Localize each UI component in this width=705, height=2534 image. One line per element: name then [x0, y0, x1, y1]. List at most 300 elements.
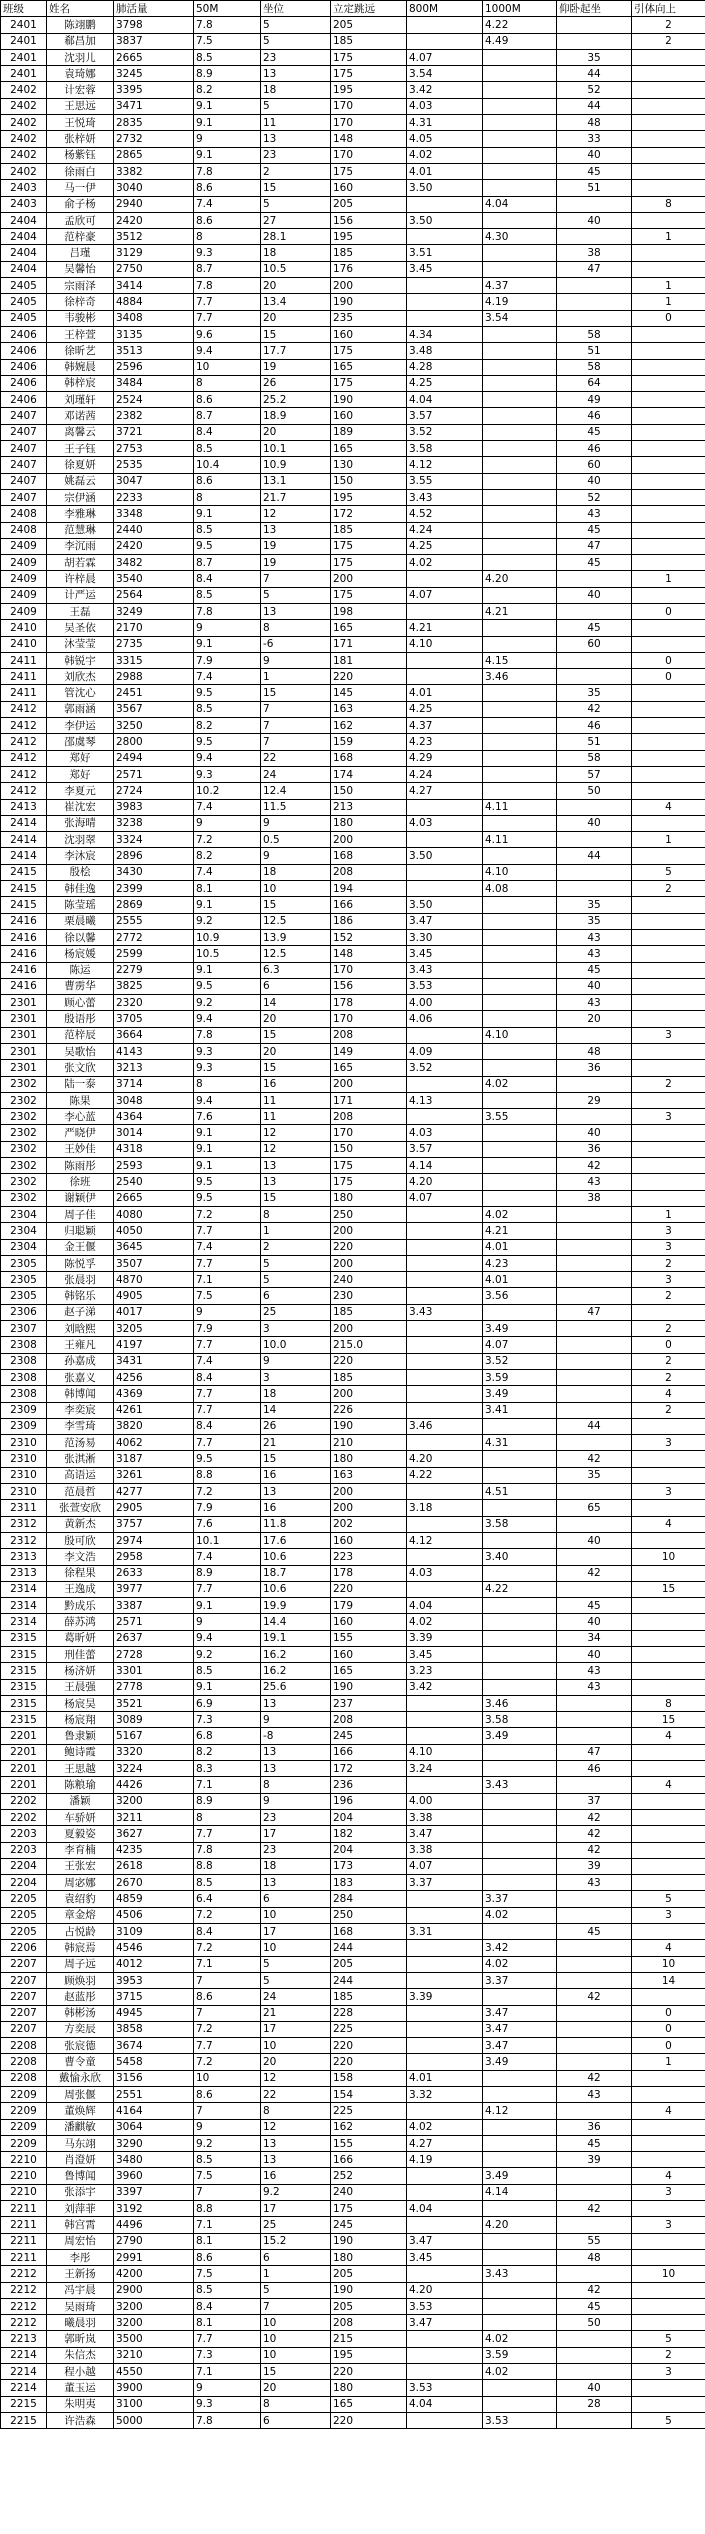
cell-standing-long-jump: 200: [331, 278, 407, 294]
cell-sit-ups: [557, 1027, 632, 1043]
cell-pull-ups: 15: [632, 1712, 705, 1728]
cell-class: 2414: [1, 832, 47, 848]
cell-standing-long-jump: 226: [331, 1402, 407, 1418]
cell-standing-long-jump: 156: [331, 212, 407, 228]
cell-800m: 3.52: [407, 424, 483, 440]
cell-standing-long-jump: 168: [331, 848, 407, 864]
cell-1000m: [483, 587, 557, 603]
cell-50m: 8.5: [194, 2152, 261, 2168]
cell-50m: 6.4: [194, 1891, 261, 1907]
cell-50m: 9.2: [194, 995, 261, 1011]
cell-standing-long-jump: 208: [331, 1712, 407, 1728]
cell-standing-long-jump: 170: [331, 115, 407, 131]
table-row: [1, 1972, 705, 1988]
table-row: [1, 98, 705, 114]
cell-sit-ups: 46: [557, 441, 632, 457]
cell-pull-ups: [632, 587, 705, 603]
cell-sit-and-reach: 24: [261, 1989, 331, 2005]
cell-lung-capacity: 4012: [114, 1956, 194, 1972]
cell-50m: 8.5: [194, 441, 261, 457]
cell-800m: [407, 2103, 483, 2119]
cell-name: 徐班: [47, 1174, 114, 1190]
cell-1000m: [483, 1467, 557, 1483]
cell-800m: 3.38: [407, 1842, 483, 1858]
cell-50m: 9.5: [194, 1190, 261, 1206]
cell-name: 计宏蓉: [47, 82, 114, 98]
cell-lung-capacity: 3664: [114, 1027, 194, 1043]
cell-standing-long-jump: 172: [331, 506, 407, 522]
cell-lung-capacity: 2279: [114, 962, 194, 978]
cell-50m: 8.1: [194, 2315, 261, 2331]
cell-standing-long-jump: 228: [331, 2005, 407, 2021]
cell-800m: 3.43: [407, 1304, 483, 1320]
cell-name: 李夏元: [47, 783, 114, 799]
cell-1000m: 4.22: [483, 1581, 557, 1597]
cell-lung-capacity: 2835: [114, 115, 194, 131]
cell-800m: 3.53: [407, 2380, 483, 2396]
cell-name: 李沐宸: [47, 848, 114, 864]
cell-1000m: [483, 815, 557, 831]
cell-1000m: [483, 766, 557, 782]
cell-1000m: [483, 1418, 557, 1434]
cell-standing-long-jump: 208: [331, 1027, 407, 1043]
cell-sit-and-reach: 5: [261, 196, 331, 212]
cell-sit-ups: 65: [557, 1500, 632, 1516]
cell-sit-and-reach: 20: [261, 1044, 331, 1060]
cell-sit-and-reach: 22: [261, 750, 331, 766]
cell-standing-long-jump: 200: [331, 1223, 407, 1239]
cell-sit-and-reach: 10: [261, 2331, 331, 2347]
cell-pull-ups: [632, 2315, 705, 2331]
cell-pull-ups: [632, 1174, 705, 1190]
table-row: [1, 766, 705, 782]
cell-name: 张淇淅: [47, 1451, 114, 1467]
cell-name: 马东翊: [47, 2135, 114, 2151]
cell-class: 2214: [1, 2347, 47, 2363]
cell-sit-ups: [557, 1777, 632, 1793]
cell-800m: [407, 2217, 483, 2233]
cell-50m: 9.1: [194, 636, 261, 652]
cell-standing-long-jump: 175: [331, 375, 407, 391]
cell-sit-ups: 40: [557, 1532, 632, 1548]
cell-name: 吴馨怡: [47, 261, 114, 277]
cell-50m: 8: [194, 489, 261, 505]
cell-50m: 8.4: [194, 571, 261, 587]
cell-800m: [407, 1223, 483, 1239]
cell-name: 韩佳逸: [47, 881, 114, 897]
cell-1000m: 3.49: [483, 1321, 557, 1337]
cell-pull-ups: [632, 2152, 705, 2168]
table-row: [1, 1174, 705, 1190]
cell-class: 2308: [1, 1386, 47, 1402]
cell-class: 2208: [1, 2038, 47, 2054]
cell-800m: 3.45: [407, 2249, 483, 2265]
table-row: [1, 799, 705, 815]
cell-1000m: 3.49: [483, 2054, 557, 2070]
cell-standing-long-jump: 166: [331, 897, 407, 913]
cell-sit-and-reach: 5: [261, 1255, 331, 1271]
cell-1000m: [483, 1125, 557, 1141]
cell-class: 2409: [1, 587, 47, 603]
cell-pull-ups: [632, 506, 705, 522]
cell-sit-ups: [557, 2331, 632, 2347]
cell-sit-and-reach: 7: [261, 718, 331, 734]
cell-50m: 9: [194, 815, 261, 831]
cell-pull-ups: [632, 913, 705, 929]
cell-50m: 7.1: [194, 2217, 261, 2233]
cell-pull-ups: [632, 701, 705, 717]
cell-sit-and-reach: 18.9: [261, 408, 331, 424]
cell-name: 袁绍豹: [47, 1891, 114, 1907]
table-row: [1, 1337, 705, 1353]
cell-sit-and-reach: 12.4: [261, 783, 331, 799]
cell-50m: 7.7: [194, 310, 261, 326]
table-row: [1, 1614, 705, 1630]
cell-standing-long-jump: 205: [331, 2298, 407, 2314]
cell-sit-and-reach: 3: [261, 1321, 331, 1337]
cell-800m: 3.47: [407, 2233, 483, 2249]
cell-standing-long-jump: 200: [331, 1484, 407, 1500]
cell-800m: 3.51: [407, 245, 483, 261]
cell-lung-capacity: 2896: [114, 848, 194, 864]
header-800m: 800M: [407, 1, 483, 17]
cell-sit-and-reach: 8: [261, 2396, 331, 2412]
cell-lung-capacity: 2555: [114, 913, 194, 929]
cell-lung-capacity: 3484: [114, 375, 194, 391]
cell-sit-and-reach: 13: [261, 1174, 331, 1190]
cell-1000m: [483, 1663, 557, 1679]
cell-lung-capacity: 2665: [114, 1190, 194, 1206]
cell-sit-ups: 38: [557, 1190, 632, 1206]
cell-800m: 3.42: [407, 1679, 483, 1695]
cell-1000m: 4.20: [483, 2217, 557, 2233]
cell-name: 张文欣: [47, 1060, 114, 1076]
cell-name: 刘萍菲: [47, 2201, 114, 2217]
cell-sit-ups: 34: [557, 1630, 632, 1646]
cell-800m: [407, 1109, 483, 1125]
table-row: [1, 1141, 705, 1157]
cell-800m: 3.43: [407, 962, 483, 978]
table-row: [1, 392, 705, 408]
cell-1000m: 4.01: [483, 1272, 557, 1288]
cell-pull-ups: 5: [632, 864, 705, 880]
cell-sit-and-reach: 12: [261, 2119, 331, 2135]
cell-sit-and-reach: 8: [261, 2103, 331, 2119]
cell-class: 2405: [1, 294, 47, 310]
cell-50m: 7.2: [194, 1484, 261, 1500]
cell-1000m: [483, 1989, 557, 2005]
cell-class: 2413: [1, 799, 47, 815]
cell-standing-long-jump: 225: [331, 2103, 407, 2119]
cell-standing-long-jump: 190: [331, 2282, 407, 2298]
cell-name: 王梓萱: [47, 326, 114, 342]
cell-1000m: 4.08: [483, 881, 557, 897]
table-row: [1, 1418, 705, 1434]
cell-lung-capacity: 4426: [114, 1777, 194, 1793]
cell-50m: 8.6: [194, 2249, 261, 2265]
cell-lung-capacity: 2940: [114, 196, 194, 212]
cell-sit-and-reach: 13: [261, 2135, 331, 2151]
cell-800m: [407, 1353, 483, 1369]
cell-sit-and-reach: 9: [261, 1793, 331, 1809]
cell-sit-ups: [557, 1402, 632, 1418]
cell-class: 2211: [1, 2201, 47, 2217]
cell-class: 2206: [1, 1940, 47, 1956]
cell-class: 2315: [1, 1630, 47, 1646]
cell-sit-ups: 48: [557, 1044, 632, 1060]
cell-class: 2314: [1, 1581, 47, 1597]
cell-sit-and-reach: 2: [261, 1239, 331, 1255]
cell-800m: 4.10: [407, 636, 483, 652]
cell-sit-and-reach: 6: [261, 2412, 331, 2428]
cell-800m: 4.12: [407, 1532, 483, 1548]
cell-pull-ups: 3: [632, 1239, 705, 1255]
cell-1000m: [483, 522, 557, 538]
cell-sit-ups: [557, 278, 632, 294]
cell-lung-capacity: 4200: [114, 2266, 194, 2282]
cell-lung-capacity: 3320: [114, 1744, 194, 1760]
cell-1000m: [483, 2119, 557, 2135]
cell-pull-ups: [632, 1158, 705, 1174]
cell-sit-ups: 40: [557, 587, 632, 603]
cell-pull-ups: [632, 1060, 705, 1076]
cell-sit-and-reach: 3: [261, 1369, 331, 1385]
cell-sit-ups: 43: [557, 506, 632, 522]
cell-class: 2407: [1, 489, 47, 505]
cell-1000m: 4.51: [483, 1484, 557, 1500]
cell-class: 2209: [1, 2135, 47, 2151]
cell-pull-ups: 3: [632, 1027, 705, 1043]
cell-1000m: [483, 1875, 557, 1891]
table-row: [1, 2282, 705, 2298]
cell-sit-ups: 42: [557, 1565, 632, 1581]
cell-sit-and-reach: 25: [261, 2217, 331, 2233]
cell-pull-ups: [632, 1989, 705, 2005]
cell-sit-and-reach: 12: [261, 1141, 331, 1157]
cell-pull-ups: [632, 1842, 705, 1858]
cell-1000m: 3.49: [483, 2168, 557, 2184]
cell-standing-long-jump: 172: [331, 1761, 407, 1777]
cell-800m: [407, 1695, 483, 1711]
table-row: [1, 1092, 705, 1108]
cell-class: 2416: [1, 962, 47, 978]
cell-standing-long-jump: 162: [331, 718, 407, 734]
cell-sit-and-reach: 19.9: [261, 1598, 331, 1614]
cell-class: 2315: [1, 1679, 47, 1695]
cell-pull-ups: [632, 375, 705, 391]
cell-sit-ups: [557, 17, 632, 33]
cell-name: 张海晴: [47, 815, 114, 831]
cell-standing-long-jump: 182: [331, 1826, 407, 1842]
cell-pull-ups: [632, 522, 705, 538]
cell-lung-capacity: 4905: [114, 1288, 194, 1304]
table-row: [1, 1484, 705, 1500]
cell-class: 2412: [1, 701, 47, 717]
cell-name: 栗晨曦: [47, 913, 114, 929]
cell-name: 潘麒敏: [47, 2119, 114, 2135]
cell-sit-ups: 60: [557, 636, 632, 652]
cell-name: 薛苏鸿: [47, 1614, 114, 1630]
cell-standing-long-jump: 165: [331, 359, 407, 375]
cell-standing-long-jump: 220: [331, 1581, 407, 1597]
cell-lung-capacity: 3129: [114, 245, 194, 261]
cell-sit-ups: 35: [557, 1467, 632, 1483]
cell-800m: [407, 669, 483, 685]
cell-lung-capacity: 2420: [114, 212, 194, 228]
table-row: [1, 1190, 705, 1206]
cell-sit-and-reach: 23: [261, 49, 331, 65]
table-row: [1, 1027, 705, 1043]
cell-sit-ups: 48: [557, 2249, 632, 2265]
cell-50m: 7.9: [194, 1321, 261, 1337]
cell-sit-ups: 42: [557, 1809, 632, 1825]
cell-1000m: 3.47: [483, 2005, 557, 2021]
cell-pull-ups: 3: [632, 1272, 705, 1288]
table-row: [1, 636, 705, 652]
cell-lung-capacity: 2540: [114, 1174, 194, 1190]
cell-lung-capacity: 3290: [114, 2135, 194, 2151]
cell-50m: 9.1: [194, 506, 261, 522]
cell-800m: 4.04: [407, 392, 483, 408]
cell-1000m: [483, 392, 557, 408]
cell-50m: 8.8: [194, 1467, 261, 1483]
cell-lung-capacity: 3798: [114, 17, 194, 33]
table-row: [1, 408, 705, 424]
cell-name: 杨紫钰: [47, 147, 114, 163]
cell-standing-long-jump: 230: [331, 1288, 407, 1304]
cell-lung-capacity: 4062: [114, 1435, 194, 1451]
cell-sit-and-reach: 14: [261, 1402, 331, 1418]
cell-lung-capacity: 4050: [114, 1223, 194, 1239]
cell-sit-and-reach: 8: [261, 1777, 331, 1793]
cell-pull-ups: 3: [632, 1484, 705, 1500]
cell-50m: 7.4: [194, 799, 261, 815]
cell-name: 徐夏妍: [47, 457, 114, 473]
cell-sit-ups: [557, 1288, 632, 1304]
cell-sit-ups: [557, 2168, 632, 2184]
cell-pull-ups: [632, 897, 705, 913]
cell-sit-and-reach: 6.3: [261, 962, 331, 978]
cell-sit-and-reach: 18: [261, 1858, 331, 1874]
cell-name: 鲁隶颖: [47, 1728, 114, 1744]
cell-sit-and-reach: 13: [261, 1875, 331, 1891]
cell-1000m: [483, 1565, 557, 1581]
cell-pull-ups: 1: [632, 294, 705, 310]
cell-lung-capacity: 4080: [114, 1206, 194, 1222]
cell-lung-capacity: 3715: [114, 1989, 194, 2005]
cell-class: 2315: [1, 1646, 47, 1662]
cell-800m: 3.45: [407, 1646, 483, 1662]
cell-50m: 8: [194, 1076, 261, 1092]
cell-name: 车骄妍: [47, 1809, 114, 1825]
cell-800m: 4.07: [407, 1190, 483, 1206]
table-row: [1, 163, 705, 179]
cell-class: 2304: [1, 1223, 47, 1239]
cell-sit-and-reach: 9: [261, 1712, 331, 1728]
cell-class: 2414: [1, 848, 47, 864]
table-row: [1, 1044, 705, 1060]
cell-sit-ups: 43: [557, 1663, 632, 1679]
table-row: [1, 603, 705, 619]
table-row: [1, 261, 705, 277]
cell-pull-ups: [632, 2380, 705, 2396]
cell-1000m: [483, 1630, 557, 1646]
cell-50m: 7.5: [194, 2168, 261, 2184]
cell-800m: 4.06: [407, 1011, 483, 1027]
cell-lung-capacity: 2633: [114, 1565, 194, 1581]
table-row: [1, 1777, 705, 1793]
cell-1000m: [483, 1174, 557, 1190]
table-row: [1, 2266, 705, 2282]
cell-800m: 4.27: [407, 783, 483, 799]
cell-standing-long-jump: 200: [331, 1500, 407, 1516]
cell-pull-ups: [632, 1646, 705, 1662]
cell-standing-long-jump: 154: [331, 2087, 407, 2103]
cell-pull-ups: [632, 2201, 705, 2217]
cell-50m: 8.6: [194, 212, 261, 228]
table-row: [1, 294, 705, 310]
cell-lung-capacity: 2382: [114, 408, 194, 424]
cell-50m: 8.2: [194, 848, 261, 864]
cell-standing-long-jump: 220: [331, 2054, 407, 2070]
cell-lung-capacity: 2778: [114, 1679, 194, 1695]
cell-lung-capacity: 2637: [114, 1630, 194, 1646]
cell-sit-ups: [557, 2217, 632, 2233]
cell-name: 鲁博闻: [47, 2168, 114, 2184]
cell-800m: [407, 1337, 483, 1353]
cell-standing-long-jump: 173: [331, 1858, 407, 1874]
cell-name: 范汤易: [47, 1435, 114, 1451]
cell-pull-ups: 14: [632, 1972, 705, 1988]
table-row: [1, 2005, 705, 2021]
cell-sit-and-reach: 8: [261, 620, 331, 636]
cell-lung-capacity: 3382: [114, 163, 194, 179]
cell-sit-ups: 38: [557, 245, 632, 261]
cell-50m: 9.5: [194, 734, 261, 750]
cell-sit-and-reach: 2: [261, 163, 331, 179]
cell-class: 2204: [1, 1858, 47, 1874]
cell-pull-ups: [632, 1467, 705, 1483]
cell-1000m: [483, 929, 557, 945]
cell-sit-ups: [557, 2005, 632, 2021]
cell-lung-capacity: 3245: [114, 66, 194, 82]
cell-1000m: [483, 978, 557, 994]
cell-1000m: 3.40: [483, 1549, 557, 1565]
cell-class: 2407: [1, 473, 47, 489]
cell-50m: 8.8: [194, 1858, 261, 1874]
cell-800m: 3.30: [407, 929, 483, 945]
cell-pull-ups: [632, 2233, 705, 2249]
table-row: [1, 82, 705, 98]
table-row: [1, 620, 705, 636]
cell-800m: 4.03: [407, 98, 483, 114]
cell-lung-capacity: 2750: [114, 261, 194, 277]
cell-1000m: [483, 1092, 557, 1108]
cell-name: 曹雳华: [47, 978, 114, 994]
cell-800m: [407, 832, 483, 848]
cell-sit-ups: [557, 1076, 632, 1092]
cell-standing-long-jump: 208: [331, 1109, 407, 1125]
header-1000m: 1000M: [483, 1, 557, 17]
cell-800m: 3.50: [407, 180, 483, 196]
cell-sit-and-reach: 13.4: [261, 294, 331, 310]
table-row: [1, 2249, 705, 2265]
table-row: [1, 489, 705, 505]
cell-standing-long-jump: 236: [331, 1777, 407, 1793]
cell-1000m: 3.53: [483, 2412, 557, 2428]
table-row: [1, 1451, 705, 1467]
cell-50m: 9.5: [194, 1451, 261, 1467]
